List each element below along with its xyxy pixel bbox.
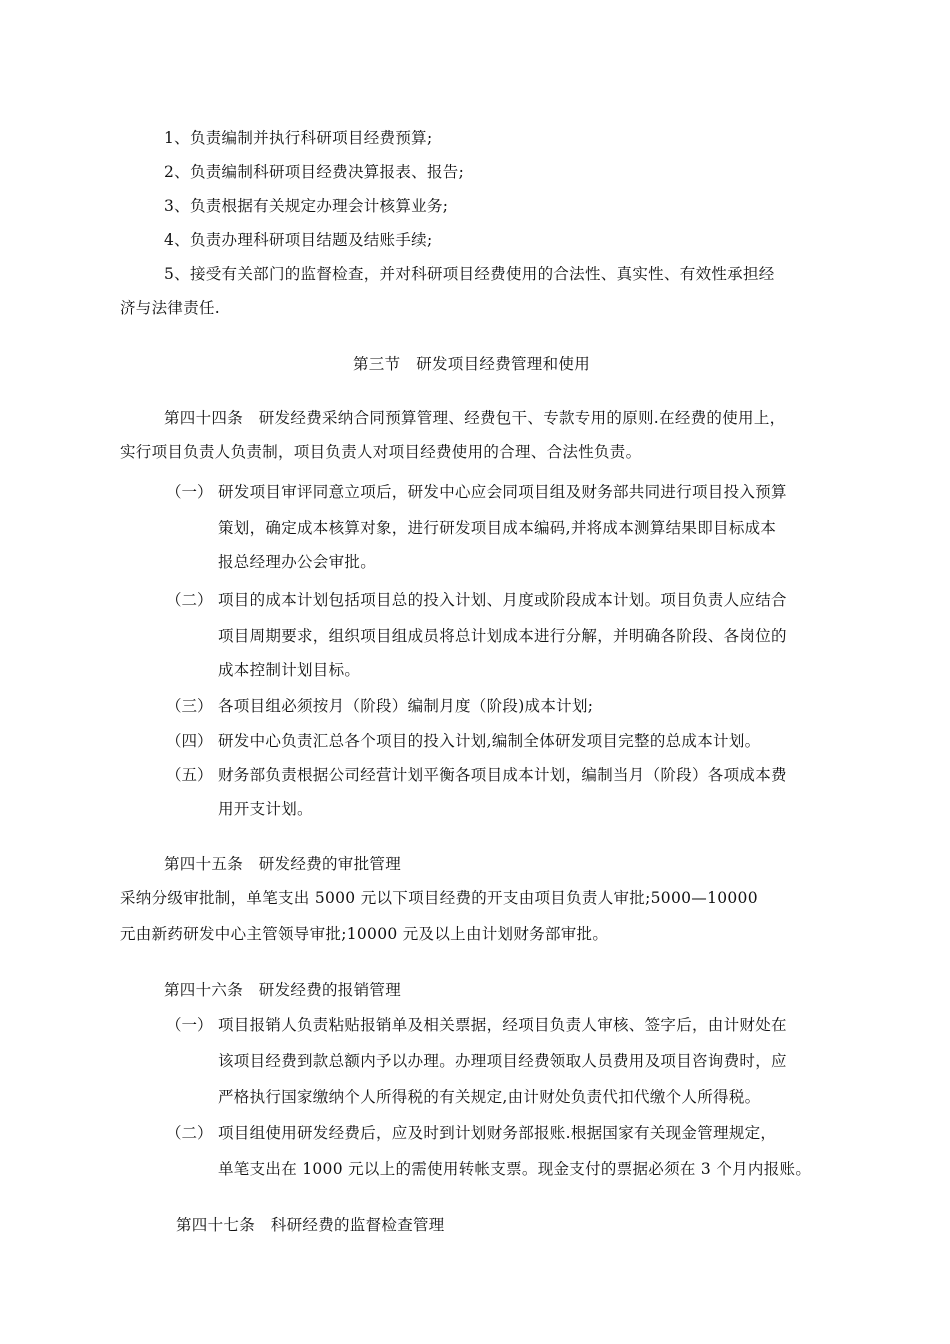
art46-item-1-line-1: 项目报销人负责粘贴报销单及相关票据，经项目负责人审核、签字后，由计财处在: [218, 1016, 787, 1034]
duty-item-4: 4、负责办理科研项目结题及结账手续;: [164, 231, 433, 249]
art44-item-1-line-3: 报总经理办公会审批。: [218, 553, 377, 571]
duty-item-5-line-2: 济与法律责任.: [120, 299, 221, 317]
duty-item-5-line-1: 5、接受有关部门的监督检查，并对科研项目经费使用的合法性、真实性、有效性承担经: [164, 265, 775, 283]
art44-item-2-line-3: 成本控制计划目标。: [218, 661, 361, 679]
art44-item-4-line-1: 研发中心负责汇总各个项目的投入计划,编制全体研发项目完整的总成本计划。: [218, 732, 761, 750]
art44-item-2-line-1: 项目的成本计划包括项目总的投入计划、月度或阶段成本计划。项目负责人应结合: [218, 591, 787, 609]
art44-item-1-line-1: 研发项目审评同意立项后，研发中心应会同项目组及财务部共同进行项目投入预算: [218, 483, 787, 501]
art44-item-1-number: （一）: [166, 483, 213, 501]
article-45-line-1: 采纳分级审批制，单笔支出 5000 元以下项目经费的开支由项目负责人审批;5000—10000: [120, 889, 758, 907]
art44-item-3-number: （三）: [166, 697, 213, 715]
article-47-title: 第四十七条 科研经费的监督检查管理: [176, 1216, 445, 1234]
art44-item-5-line-2: 用开支计划。: [218, 800, 313, 818]
article-45-line-2: 元由新药研发中心主管领导审批;10000 元及以上由计划财务部审批。: [120, 925, 609, 943]
article-46-title: 第四十六条 研发经费的报销管理: [164, 981, 402, 999]
art44-item-5-line-1: 财务部负责根据公司经营计划平衡各项目成本计划，编制当月（阶段）各项成本费: [218, 766, 787, 784]
duty-item-2: 2、负责编制科研项目经费决算报表、报告;: [164, 163, 465, 181]
article-45-title: 第四十五条 研发经费的审批管理: [164, 855, 402, 873]
art46-item-2-number: （二）: [166, 1124, 213, 1142]
section-title: 第三节 研发项目经费管理和使用: [353, 355, 591, 373]
article-44-line-2: 实行项目负责人负责制，项目负责人对项目经费使用的合理、合法性负责。: [120, 443, 642, 461]
art44-item-5-number: （五）: [166, 766, 213, 784]
art46-item-2-line-2: 单笔支出在 1000 元以上的需使用转帐支票。现金支付的票据必须在 3 个月内报账。: [218, 1160, 812, 1178]
duty-item-3: 3、负责根据有关规定办理会计核算业务;: [164, 197, 449, 215]
art44-item-2-line-2: 项目周期要求，组织项目组成员将总计划成本进行分解，并明确各阶段、各岗位的: [218, 627, 787, 645]
art44-item-3-line-1: 各项目组必须按月（阶段）编制月度（阶段)成本计划;: [218, 697, 594, 715]
art46-item-1-line-2: 该项目经费到款总额内予以办理。办理项目经费领取人员费用及项目咨询费时，应: [218, 1052, 787, 1070]
duty-item-1: 1、负责编制并执行科研项目经费预算;: [164, 129, 433, 147]
art44-item-4-number: （四）: [166, 732, 213, 750]
article-44-line-1: 第四十四条 研发经费采纳合同预算管理、经费包干、专款专用的原则.在经费的使用上，: [164, 409, 786, 427]
art46-item-1-number: （一）: [166, 1016, 213, 1034]
art44-item-2-number: （二）: [166, 591, 213, 609]
art46-item-2-line-1: 项目组使用研发经费后，应及时到计划财务部报账.根据国家有关现金管理规定，: [218, 1124, 777, 1142]
art46-item-1-line-3: 严格执行国家缴纳个人所得税的有关规定,由计财处负责代扣代缴个人所得税。: [218, 1088, 761, 1106]
art44-item-1-line-2: 策划，确定成本核算对象，进行研发项目成本编码,并将成本测算结果即目标成本: [218, 519, 777, 537]
